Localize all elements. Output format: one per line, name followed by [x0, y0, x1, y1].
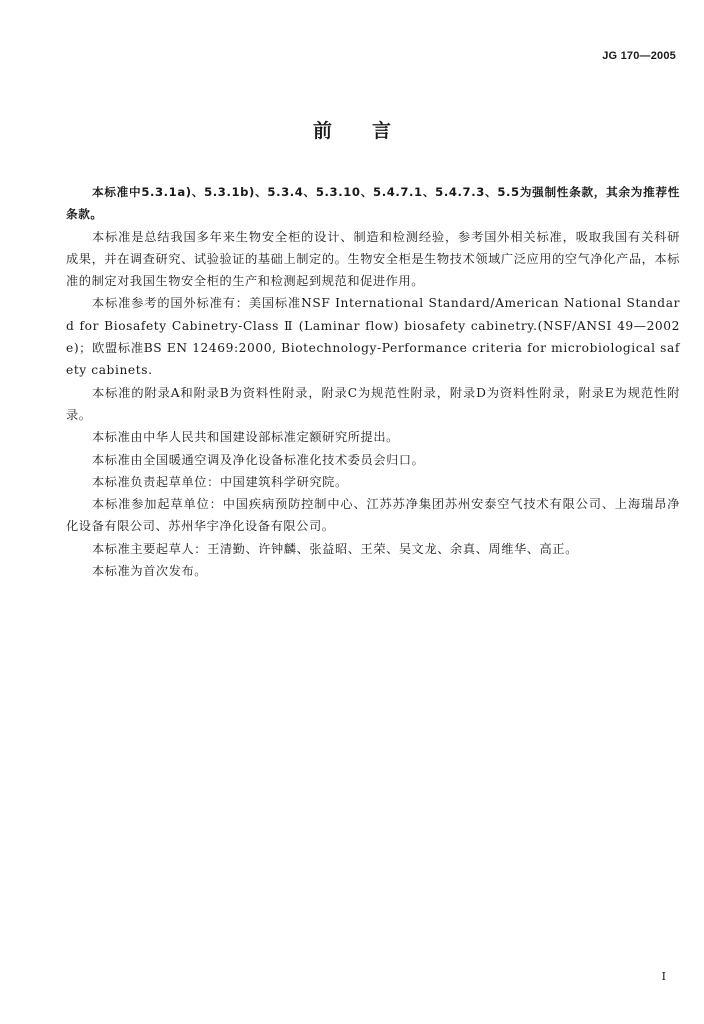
drafters-paragraph: 本标准主要起草人：王清勤、许钟麟、张益昭、王荣、吴文龙、余真、周维华、高正。 [92, 541, 578, 556]
first-release-paragraph: 本标准为首次发布。 [92, 564, 208, 579]
references-paragraph: 本标准参考的国外标准有：美国标准NSF International Standard/American National Standard for Biosafety Cabinetry-Class Ⅱ (Laminar flow) biosafety cabinetry.(NSF/ANSI 49—2002e)；欧盟标准BS EN 12469:2000, Biotechnology-Performance criteria for microbiological safety cabinets. [66, 296, 680, 378]
foreword-body [66, 181, 680, 582]
page-title: 前言 [312, 120, 431, 142]
administrator-paragraph: 本标准由全国暖通空调及净化设备标准化技术委员会归口。 [92, 452, 425, 467]
summary-paragraph: 本标准是总结我国多年来生物安全柜的设计、制造和检测经验，参考国外相关标准，吸取我国有关科研成果，并在调查研究、试验验证的基础上制定的。生物安全柜是生物技术领域广泛应用的空气净化产品，本标准的制定对我国生物安全柜的生产和检测起到规范和促进作用。 [66, 229, 680, 289]
mandatory-clauses-paragraph: 本标准中5.3.1a)、5.3.1b)、5.3.4、5.3.10、5.4.7.1、5.4.7.3、5.5为强制性条款，其余为推荐性条款。 [66, 185, 680, 222]
proposer-paragraph: 本标准由中华人民共和国建设部标准定额研究所提出。 [92, 430, 399, 445]
drafting-unit-paragraph: 本标准负责起草单位：中国建筑科学研究院。 [92, 474, 348, 489]
page-number: I [661, 970, 666, 983]
document-code: JG 170—2005 [602, 50, 676, 62]
participating-units-paragraph: 本标准参加起草单位：中国疾病预防控制中心、江苏苏净集团苏州安泰空气技术有限公司、上海瑞昂净化设备有限公司、苏州华宇净化设备有限公司。 [66, 497, 680, 534]
appendix-paragraph: 本标准的附录A和附录B为资料性附录，附录C为规范性附录，附录D为资料性附录，附录E为规范性附录。 [66, 385, 680, 422]
